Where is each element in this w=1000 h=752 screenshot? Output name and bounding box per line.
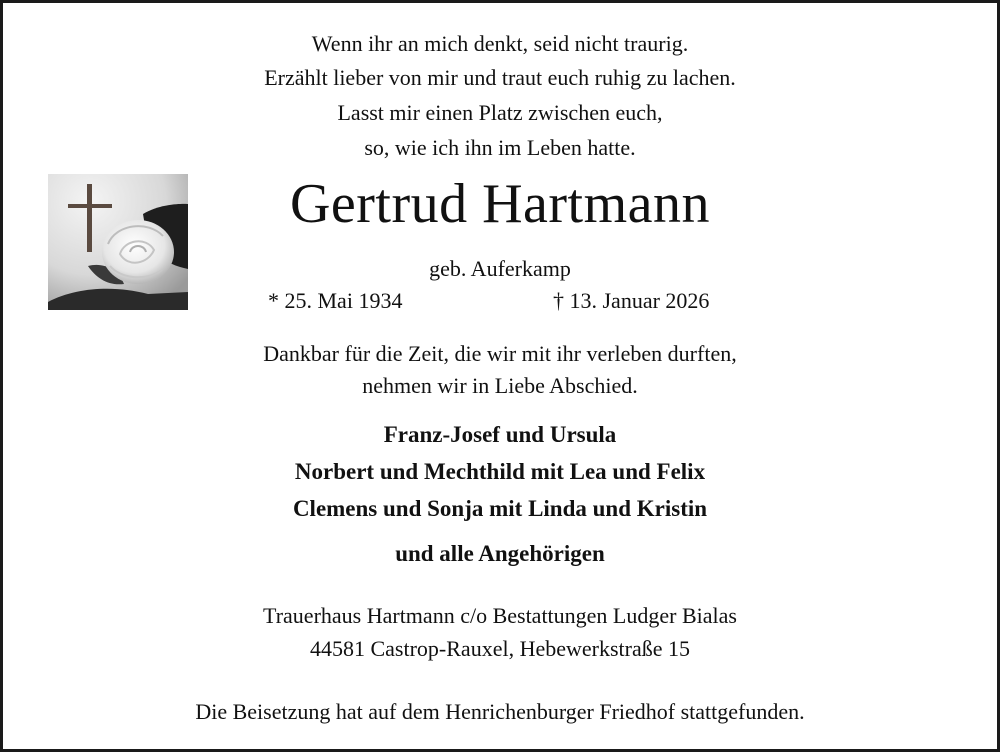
poem-line: Erzählt lieber von mir und traut euch ruhig zu lachen. (264, 65, 736, 90)
address-line: Trauerhaus Hartmann c/o Bestattungen Ludger Bialas (263, 603, 737, 628)
birth-name: geb. Auferkamp (429, 256, 571, 281)
poem-line: Wenn ihr an mich denkt, seid nicht traurig. (311, 31, 689, 56)
address-line: 44581 Castrop-Rauxel, Hebewerkstraße 15 (309, 636, 690, 661)
family-member: Clemens und Sonja mit Linda und Kristin (292, 496, 708, 521)
poem-line: so, wie ich ihn im Leben hatte. (364, 135, 636, 160)
gratitude-line: nehmen wir in Liebe Abschied. (362, 373, 638, 398)
family-member: Norbert und Mechthild mit Lea und Felix (294, 459, 706, 484)
birth-date: * 25. Mai 1934 (268, 288, 403, 313)
deceased-name: Gertrud Hartmann (289, 173, 711, 235)
poem-line: Lasst mir einen Platz zwischen euch, (337, 100, 663, 125)
gratitude-line: Dankbar für die Zeit, die wir mit ihr verleben durften, (263, 341, 737, 366)
burial-note: Die Beisetzung hat auf dem Henrichenburger Friedhof stattgefunden. (195, 699, 805, 724)
death-date: † 13. Januar 2026 (553, 288, 710, 313)
family-member: Franz-Josef und Ursula (383, 422, 617, 447)
relatives-line: und alle Angehörigen (395, 541, 605, 566)
